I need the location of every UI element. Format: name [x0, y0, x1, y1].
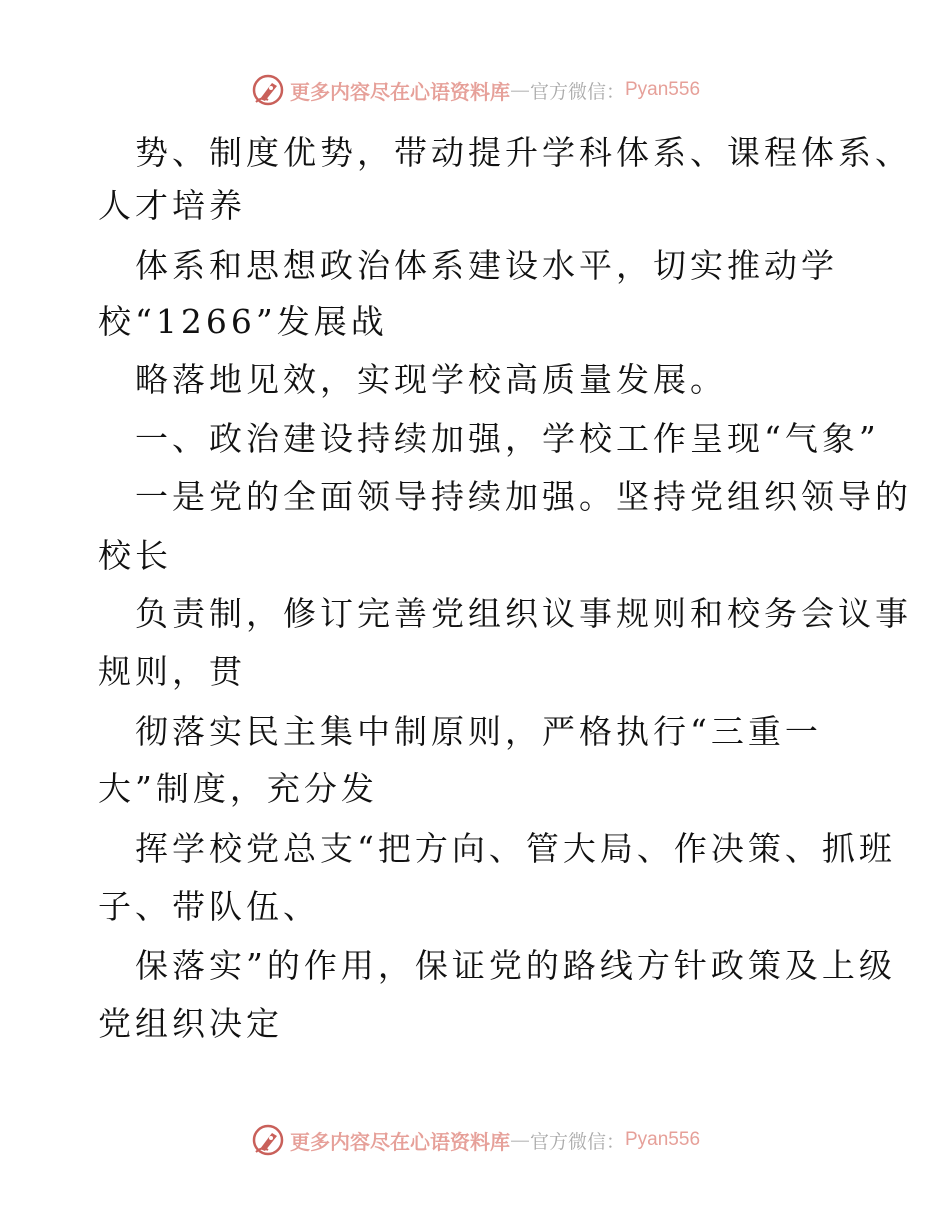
body-line: 党组织决定 — [98, 1004, 283, 1043]
body-line: 大”制度，充分发 — [98, 769, 378, 808]
body-line: 校长 — [98, 536, 172, 575]
pen-nib-logo-icon — [250, 1122, 286, 1158]
body-line: 体系和思想政治体系建设水平，切实推动学 — [135, 246, 838, 285]
body-line: 规则，贯 — [98, 652, 246, 691]
pen-nib-logo-icon — [250, 72, 286, 108]
watermark-separator: — — [509, 78, 530, 102]
watermark-wechat-label: 官方微信： — [529, 1130, 625, 1153]
body-line: 一是党的全面领导持续加强。坚持党组织领导的 — [135, 477, 912, 516]
body-line: 校“1266”发展战 — [98, 302, 388, 341]
footer-watermark — [0, 1120, 950, 1160]
body-line: 人才培养 — [98, 186, 246, 225]
body-line: 负责制，修订完善党组织议事规则和校务会议事 — [135, 594, 912, 633]
body-line: 一、政治建设持续加强，学校工作呈现“气象” — [135, 419, 880, 458]
body-line: 子、带队伍、 — [98, 887, 320, 926]
body-line: 保落实”的作用，保证党的路线方针政策及上级 — [135, 946, 896, 985]
watermark-site-text: 更多内容尽在心语资料库 — [289, 1129, 510, 1154]
body-line: 挥学校党总支“把方向、管大局、作决策、抓班 — [135, 829, 896, 868]
watermark-separator: — — [509, 1128, 530, 1152]
watermark-wechat-id: Pyan556 — [625, 1129, 701, 1150]
body-line: 彻落实民主集中制原则，严格执行“三重一 — [135, 712, 822, 751]
header-watermark — [0, 70, 950, 110]
watermark-site-text: 更多内容尽在心语资料库 — [289, 79, 510, 104]
watermark-wechat-label: 官方微信： — [529, 80, 625, 103]
watermark-wechat-id: Pyan556 — [625, 79, 701, 100]
body-line: 略落地见效，实现学校高质量发展。 — [135, 360, 727, 399]
body-line: 势、制度优势，带动提升学科体系、课程体系、 — [135, 133, 912, 172]
